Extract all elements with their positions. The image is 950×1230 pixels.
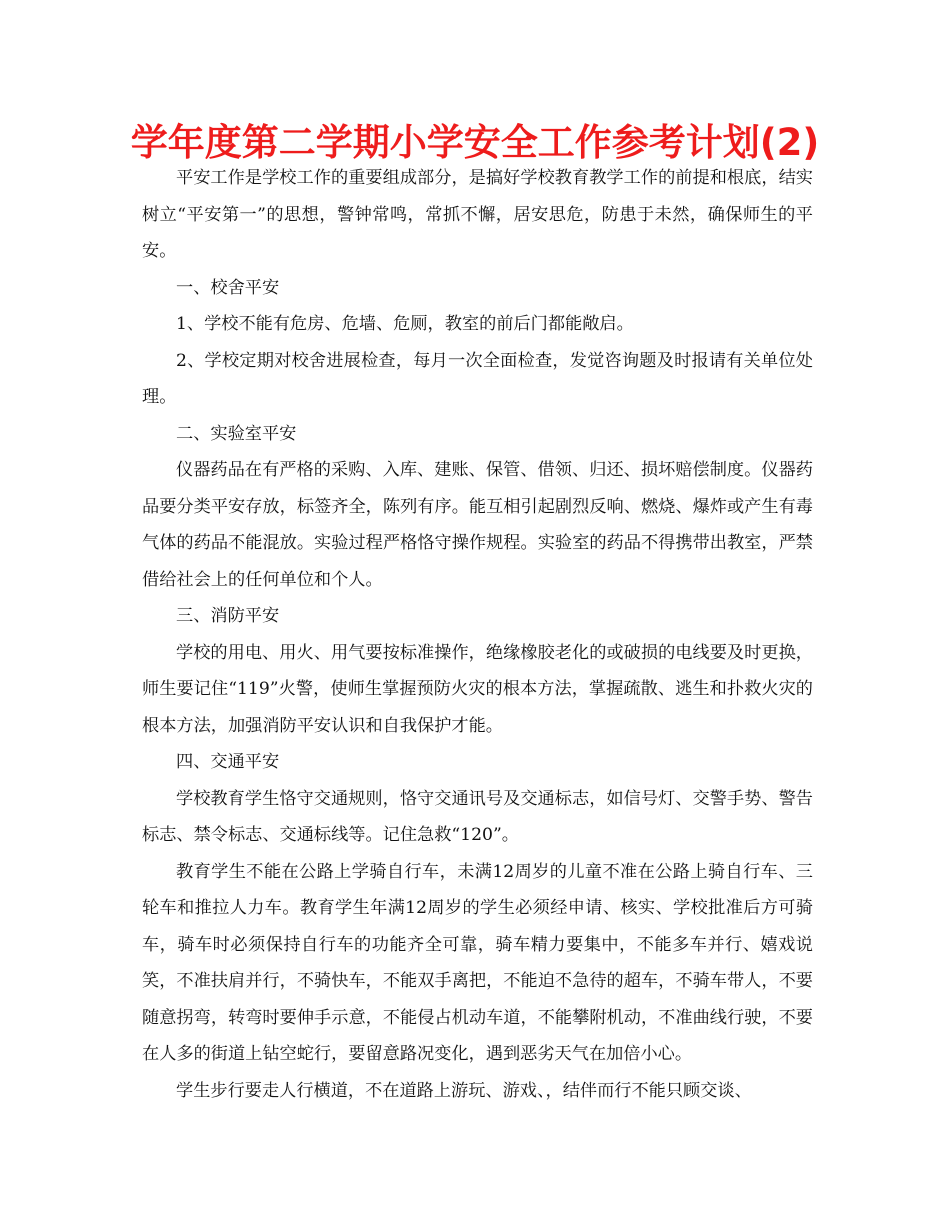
document-body [142,160,813,1109]
paragraph-traffic-2: 教育学生不能在公路上学骑自行车，未满12周岁的儿童不准在公路上骑自行车、三轮车和推拉人力车。教育学生年满12周岁的学生必须经申请、核实、学校批准后方可骑车，骑车时必须保持自行车的功能齐全可靠，骑车精力要集中，不能多车并行、嬉戏说笑，不准扶肩并行，不骑快车，不能双手离把，不能迫不急待的超车，不骑车带人，不要随意拐弯，转弯时要伸手示意，不能侵占机动车道，不能攀附机动，不准曲线行驶，不要在人多的街道上钻空蛇行，要留意路况变化，遇到恶劣天气在加倍小心。 [142,861,813,1064]
paragraph-traffic-3: 学生步行要走人行横道，不在道路上游玩、游戏、，结伴而行不能只顾交谈、 [176,1080,752,1101]
paragraph-intro: 平安工作是学校工作的重要组成部分，是搞好学校教育教学工作的前提和根底，结实树立“平安第一”的思想，警钟常鸣，常抓不懈，居安思危，防患于未然，确保师生的平安。 [142,168,813,261]
paragraph-campus-2: 2、学校定期对校舍进展检查，每月一次全面检查，发觉咨询题及时报请有关单位处理。 [142,350,813,407]
paragraph-fire: 学校的用电、用火、用气要按标准操作，绝缘橡胶老化的或破损的电线要及时更换，师生要记住“119”火警，使师生掌握预防火灾的根本方法，掌握疏散、逃生和扑救火灾的根本方法，加强消防平安认识和自我保护才能。 [142,642,813,736]
paragraph-campus-1: 1、学校不能有危房、危墙、危厕，教室的前后门都能敞启。 [176,314,634,334]
document-title: 学年度第二学期小学安全工作参考计划(2) [130,121,820,164]
section-heading-lab: 二、实验室平安 [176,423,297,444]
paragraph-traffic-1: 学校教育学生恪守交通规则，恪守交通讯号及交通标志，如信号灯、交警手势、警告标志、禁令标志、交通标线等。记住急救“120”。 [142,788,813,845]
paragraph-lab: 仪器药品在有严格的采购、入库、建账、保管、借领、归还、损坏赔偿制度。仪器药品要分类平安存放，标签齐全，陈列有序。能互相引起剧烈反响、燃烧、爆炸或产生有毒气体的药品不能混放。实验过程严格恪守操作规程。实验室的药品不得携带出教室，严禁借给社会上的任何单位和个人。 [142,460,813,590]
section-heading-traffic: 四、交通平安 [176,752,280,772]
section-heading-fire: 三、消防平安 [176,606,280,626]
section-heading-campus: 一、校舍平安 [176,277,280,298]
